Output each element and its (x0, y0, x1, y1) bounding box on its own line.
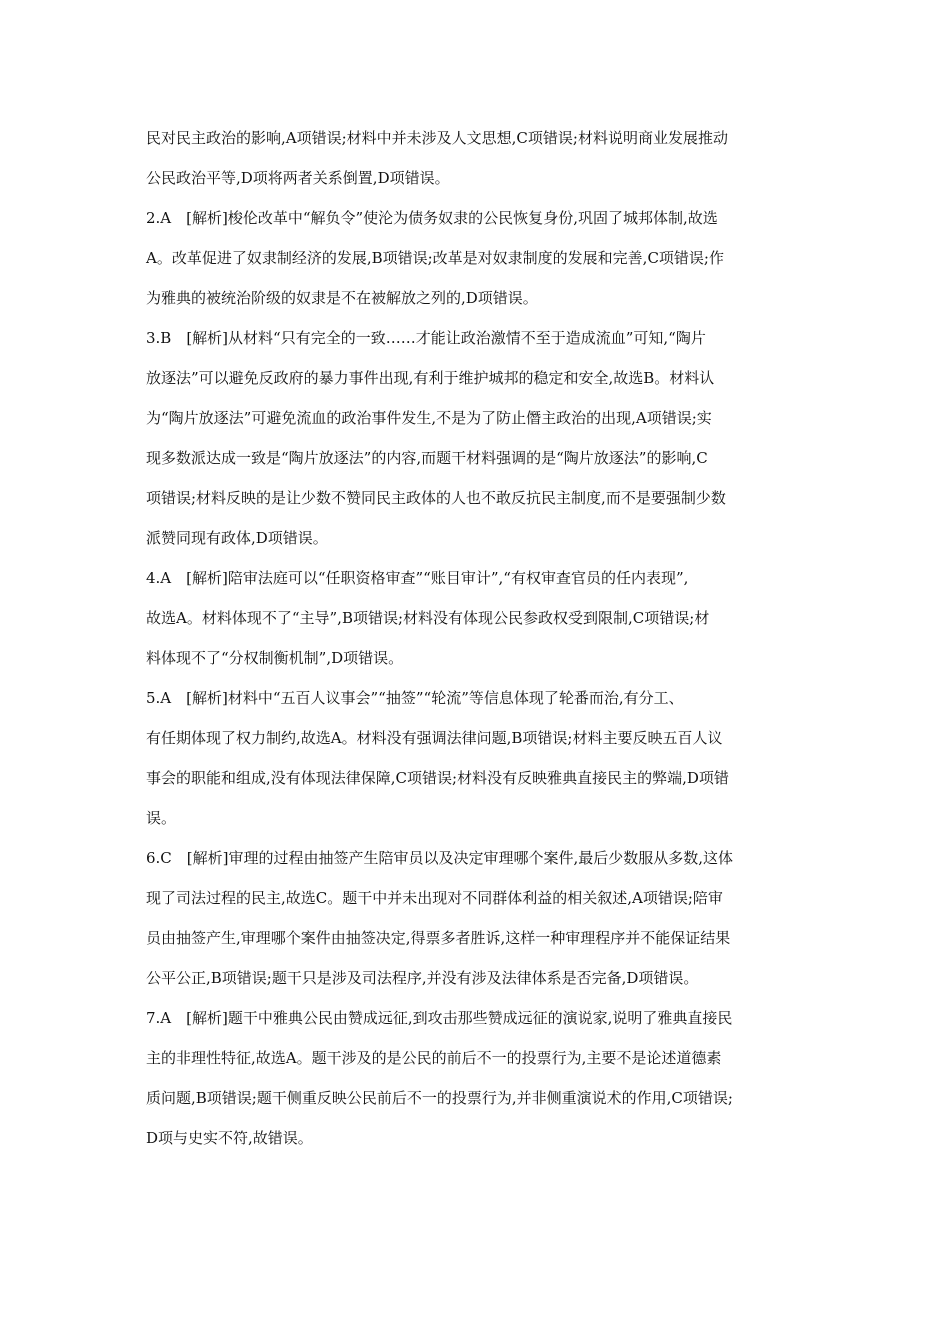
text-line: 为雅典的被统治阶级的奴隶是不在被解放之列的,D项错误。 (146, 289, 538, 307)
answer-5-line: 5.A [解析]材料中“五百人议事会”“抽签”“轮流”等信息体现了轮番而治,有分工、 (146, 689, 684, 707)
text-line: 质问题,B项错误;题干侧重反映公民前后不一的投票行为,并非侧重演说术的作用,C项错误; (146, 1089, 733, 1107)
text-line: 有任期体现了权力制约,故选A。材料没有强调法律问题,B项错误;材料主要反映五百人议 (146, 729, 723, 747)
text-line: 公平公正,B项错误;题干只是涉及司法程序,并没有涉及法律体系是否完备,D项错误。 (146, 969, 699, 987)
text-line: A。改革促进了奴隶制经济的发展,B项错误;改革是对奴隶制度的发展和完善,C项错误;作 (146, 249, 724, 267)
answer-4-line: 4.A [解析]陪审法庭可以“任职资格审查”“账目审计”,“有权审查官员的任内表现”, (146, 569, 689, 587)
text-line: 民对民主政治的影响,A项错误;材料中并未涉及人文思想,C项错误;材料说明商业发展推动 (146, 129, 728, 147)
text-line: D项与史实不符,故错误。 (146, 1129, 313, 1147)
answer-3-line: 3.B [解析]从材料“只有完全的一致……才能让政治激情不至于造成流血”可知,“陶片 (146, 329, 706, 347)
text-line: 误。 (146, 809, 177, 827)
text-line: 事会的职能和组成,没有体现法律保障,C项错误;材料没有反映雅典直接民主的弊端,D项错 (146, 769, 729, 787)
text-line: 放逐法”可以避免反政府的暴力事件出现,有利于维护城邦的稳定和安全,故选B。材料认 (146, 369, 715, 387)
text-line: 料体现不了“分权制衡机制”,D项错误。 (146, 649, 404, 667)
text-line: 员由抽签产生,审理哪个案件由抽签决定,得票多者胜诉,这样一种审理程序并不能保证结果 (146, 929, 731, 947)
text-line: 故选A。材料体现不了“主导”,B项错误;材料没有体现公民参政权受到限制,C项错误;材 (146, 609, 710, 627)
answer-explanations (146, 118, 810, 1158)
answer-7-line: 7.A [解析]题干中雅典公民由赞成远征,到攻击那些赞成远征的演说家,说明了雅典直接民 (146, 1009, 733, 1027)
text-line: 项错误;材料反映的是让少数不赞同民主政体的人也不敢反抗民主制度,而不是要强制少数 (146, 489, 726, 507)
text-line: 现多数派达成一致是“陶片放逐法”的内容,而题干材料强调的是“陶片放逐法”的影响,C (146, 449, 708, 467)
text-line: 为“陶片放逐法”可避免流血的政治事件发生,不是为了防止僭主政治的出现,A项错误;实 (146, 409, 712, 427)
answer-2-line: 2.A [解析]梭伦改革中“解负令”使沦为债务奴隶的公民恢复身份,巩固了城邦体制,故选 (146, 209, 718, 227)
text-line: 派赞同现有政体,D项错误。 (146, 529, 328, 547)
text-line: 现了司法过程的民主,故选C。题干中并未出现对不同群体利益的相关叙述,A项错误;陪审 (146, 889, 723, 907)
text-line: 公民政治平等,D项将两者关系倒置,D项错误。 (146, 169, 450, 187)
text-line: 主的非理性特征,故选A。题干涉及的是公民的前后不一的投票行为,主要不是论述道德素 (146, 1049, 722, 1067)
answer-6-line: 6.C [解析]审理的过程由抽签产生陪审员以及决定审理哪个案件,最后少数服从多数,这体 (146, 849, 734, 867)
